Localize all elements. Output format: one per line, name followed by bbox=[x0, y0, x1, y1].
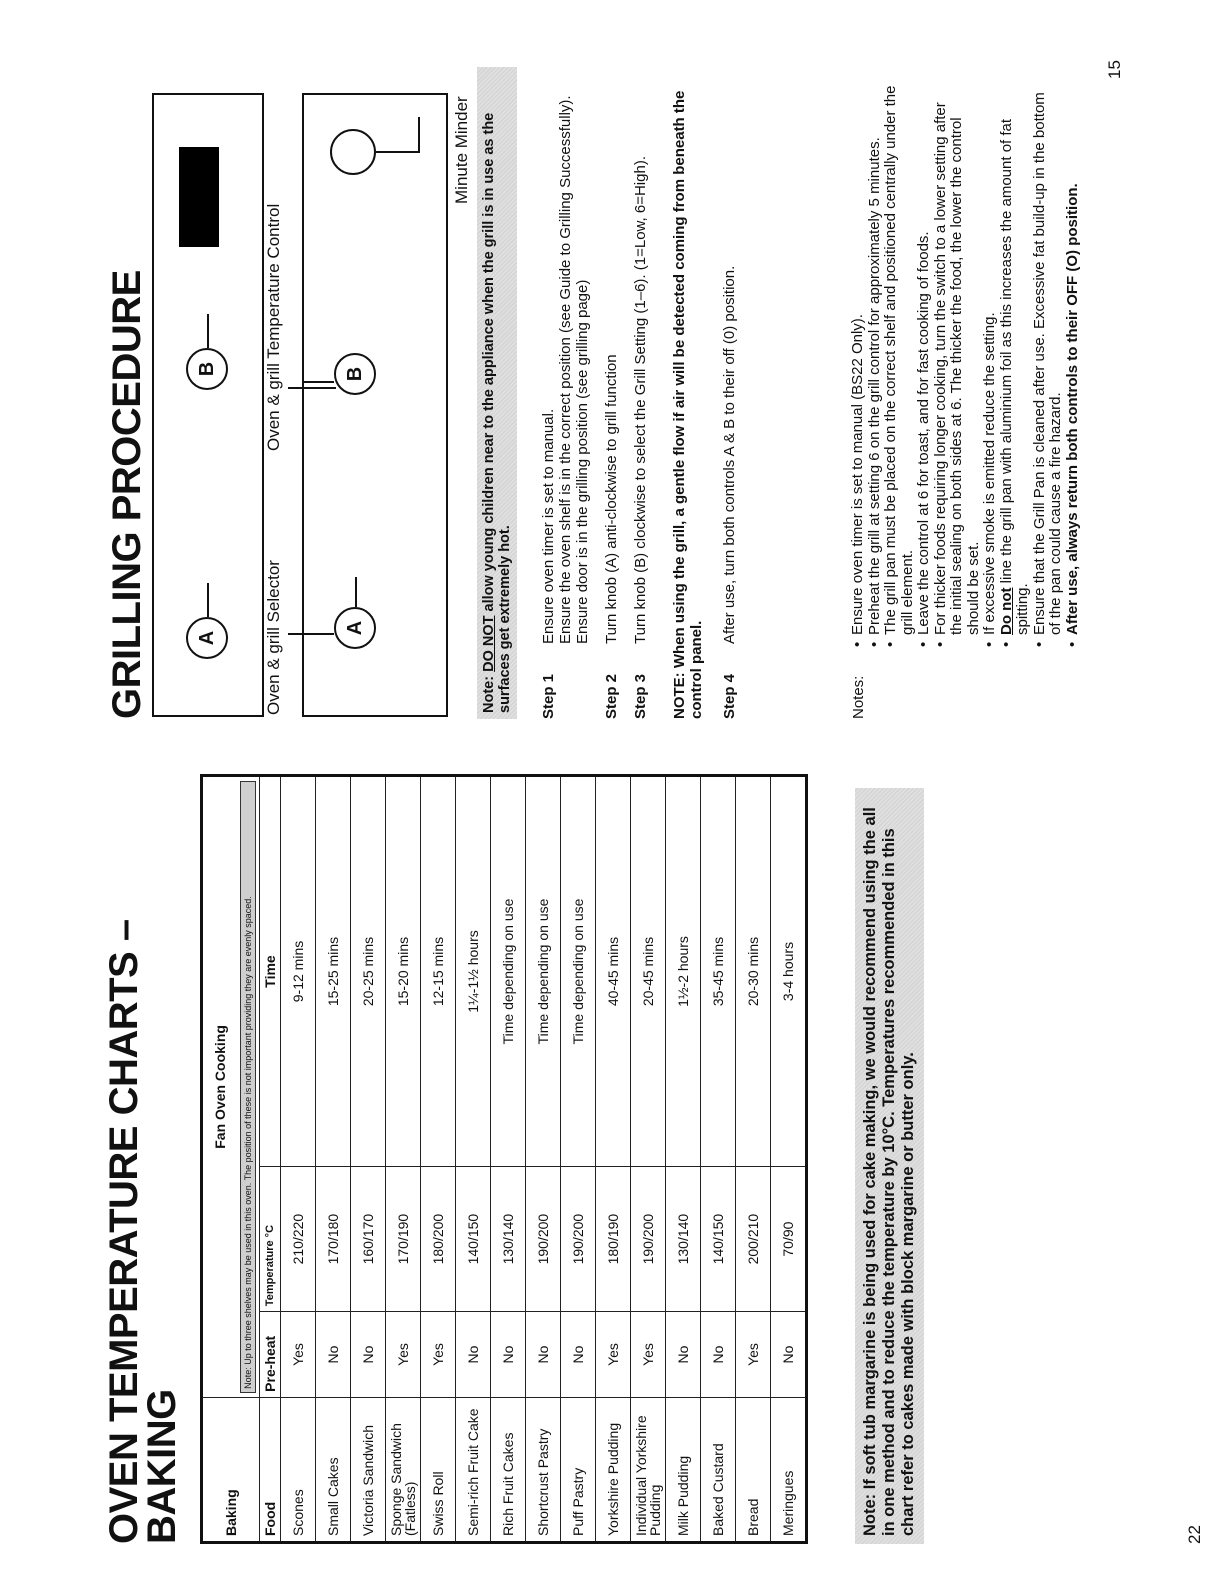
temperature-cell: 190/200 bbox=[561, 1167, 596, 1312]
temperature-cell: 130/140 bbox=[666, 1167, 701, 1312]
leader-a-label bbox=[288, 633, 302, 635]
title-line-1: OVEN TEMPERATURE CHARTS – bbox=[102, 919, 146, 1544]
preheat-cell: No bbox=[526, 1312, 561, 1398]
children-note-prefix: Note: bbox=[481, 671, 497, 713]
time-cell: 35-45 mins bbox=[701, 776, 736, 1167]
table-row bbox=[281, 776, 316, 1543]
step-4 bbox=[721, 79, 738, 719]
note-item: • For thicker foods requiring longer cooking, turn the switch to a lower setting after the initial sealing on both sides at 6. The thicker the food, the lower the control should be set. bbox=[933, 82, 983, 647]
food-cell: Yorkshire Pudding bbox=[596, 1397, 631, 1542]
title-line-2: BAKING bbox=[140, 1389, 184, 1544]
step-2-text: Turn knob (A) anti-clockwise to grill function bbox=[603, 354, 620, 644]
table-row bbox=[701, 776, 736, 1543]
temperature-cell: 180/190 bbox=[596, 1167, 631, 1312]
time-cell: Time depending on use bbox=[561, 776, 596, 1167]
leader-a-bottom bbox=[304, 633, 334, 635]
temperature-cell: 210/220 bbox=[281, 1167, 316, 1312]
temperature-cell: 160/170 bbox=[351, 1167, 386, 1312]
baking-table bbox=[200, 774, 808, 1544]
leader-minder bbox=[376, 151, 420, 153]
food-cell: Victoria Sandwich bbox=[351, 1397, 386, 1542]
food-cell: Small Cakes bbox=[316, 1397, 351, 1542]
time-cell: 20-45 mins bbox=[631, 776, 666, 1167]
time-cell: 9-12 mins bbox=[281, 776, 316, 1167]
top-panel-box bbox=[152, 93, 264, 717]
note-foil-bold: Do not bbox=[997, 587, 1015, 635]
table-row bbox=[421, 776, 456, 1543]
baking-header: Baking bbox=[202, 1397, 260, 1542]
children-note-rest: allow young children near to the appliance when the grill is in use as the surfaces get extremely hot. bbox=[481, 112, 513, 713]
fan-oven-header: Fan Oven Cooking bbox=[202, 776, 238, 1398]
preheat-cell: No bbox=[701, 1312, 736, 1398]
table-row bbox=[561, 776, 596, 1543]
note-item: • The grill pan must be placed on the correct shelf and positioned centrally under the grill element. bbox=[883, 82, 916, 647]
food-cell: Scones bbox=[281, 1397, 316, 1542]
preheat-cell: Yes bbox=[386, 1312, 421, 1398]
time-cell: 15-25 mins bbox=[316, 776, 351, 1167]
right-page-title: GRILLING PROCEDURE bbox=[105, 270, 149, 719]
table-row bbox=[316, 776, 351, 1543]
temperature-cell: 170/180 bbox=[316, 1167, 351, 1312]
preheat-cell: No bbox=[771, 1312, 807, 1398]
preheat-cell: Yes bbox=[421, 1312, 456, 1398]
preheat-cell: No bbox=[491, 1312, 526, 1398]
food-cell: Puff Pastry bbox=[561, 1397, 596, 1542]
food-cell: Shortcrust Pastry bbox=[526, 1397, 561, 1542]
knob-a-top: A bbox=[186, 617, 228, 659]
shelf-note: Note: Up to three shelves may be used in this oven. The position of these is not important providing they are evenly spaced. bbox=[240, 781, 256, 1393]
time-cell: 15-20 mins bbox=[386, 776, 421, 1167]
table-row bbox=[771, 776, 807, 1543]
temperature-cell: 200/210 bbox=[736, 1167, 771, 1312]
food-cell: Milk Pudding bbox=[666, 1397, 701, 1542]
note-item-foil bbox=[999, 82, 1032, 647]
children-warning-note bbox=[477, 67, 517, 719]
step-3-label: Step 3 bbox=[632, 673, 649, 719]
food-cell: Meringues bbox=[771, 1397, 807, 1542]
food-cell: Bread bbox=[736, 1397, 771, 1542]
col-preheat-header: Pre-heat bbox=[260, 1312, 281, 1398]
leader-a-top bbox=[207, 583, 209, 617]
step-2-label: Step 2 bbox=[603, 673, 620, 719]
leader-minder-h bbox=[418, 117, 420, 153]
step-1-line-1: Ensure oven timer is set to manual. bbox=[540, 408, 557, 644]
col-time-header: Time bbox=[260, 776, 281, 1167]
step-1-line-3: Ensure door is in the grilling position (see grilling page) bbox=[574, 279, 591, 644]
note-item: • Ensure oven timer is set to manual (BS22 Only). bbox=[850, 82, 867, 647]
time-cell: 12-15 mins bbox=[421, 776, 456, 1167]
bottom-panel-box bbox=[302, 93, 448, 717]
preheat-cell: Yes bbox=[631, 1312, 666, 1398]
note-after-bold: always return both controls to their OFF (O) position. bbox=[1063, 183, 1081, 562]
temperature-cell: 70/90 bbox=[771, 1167, 807, 1312]
note-item-after-use bbox=[1065, 82, 1082, 647]
temperature-cell: 190/200 bbox=[631, 1167, 666, 1312]
notes-label: Notes: bbox=[850, 675, 867, 719]
preheat-cell: No bbox=[456, 1312, 491, 1398]
preheat-cell: Yes bbox=[281, 1312, 316, 1398]
table-row bbox=[666, 776, 701, 1543]
knob-b-bottom: B bbox=[334, 353, 376, 395]
knob-b-top: B bbox=[186, 348, 228, 390]
leader-b-top bbox=[207, 314, 209, 348]
step-2 bbox=[603, 79, 620, 719]
note-item: • Leave the control at 6 for toast, and for fast cooking of foods. bbox=[916, 82, 933, 647]
step-1-label: Step 1 bbox=[540, 673, 557, 719]
time-cell: 20-30 mins bbox=[736, 776, 771, 1167]
time-cell: 40-45 mins bbox=[596, 776, 631, 1167]
label-temperature-control: Oven & grill Temperature Control bbox=[264, 203, 283, 451]
minute-minder-knob bbox=[330, 129, 376, 175]
temperature-cell: 130/140 bbox=[491, 1167, 526, 1312]
col-temp-header: Temperature °C bbox=[260, 1167, 281, 1312]
temperature-cell: 140/150 bbox=[701, 1167, 736, 1312]
steps-section bbox=[540, 79, 738, 719]
table-row bbox=[596, 776, 631, 1543]
baking-table-body bbox=[281, 776, 807, 1543]
notes-section bbox=[850, 79, 1081, 719]
food-cell: Sponge Sandwich (Fatless) bbox=[386, 1397, 421, 1542]
preheat-cell: No bbox=[666, 1312, 701, 1398]
note-item: • If excessive smoke is emitted reduce the setting. bbox=[982, 82, 999, 647]
children-note-do-not: DO NOT bbox=[481, 615, 497, 672]
preheat-cell: No bbox=[316, 1312, 351, 1398]
right-page-number: 15 bbox=[1105, 60, 1124, 79]
preheat-cell: No bbox=[351, 1312, 386, 1398]
notes-list bbox=[850, 82, 1081, 647]
time-cell: 20-25 mins bbox=[351, 776, 386, 1167]
leader-a-bottom-h bbox=[355, 577, 357, 607]
food-cell: Individual Yorkshire Pudding bbox=[631, 1397, 666, 1542]
temperature-cell: 180/200 bbox=[421, 1167, 456, 1312]
temperature-cell: 190/200 bbox=[526, 1167, 561, 1312]
margarine-note: Note: If soft tub margarine is being used for cake making, we would recommend using the all in one method and to reduce the temperature by 10°C. Temperatures recommended in this chart refer to cakes made with block margarine or butter only. bbox=[855, 788, 924, 1544]
table-row bbox=[456, 776, 491, 1543]
time-cell: Time depending on use bbox=[491, 776, 526, 1167]
note-item: • Preheat the grill at setting 6 on the grill control for approximately 5 minutes. bbox=[867, 82, 884, 647]
step-1-line-2: Ensure the oven shelf is in the correct position (see Guide to Grilling Successfully). bbox=[557, 95, 574, 644]
temperature-cell: 170/190 bbox=[386, 1167, 421, 1312]
control-panel-diagram bbox=[150, 99, 450, 719]
food-cell: Baked Custard bbox=[701, 1397, 736, 1542]
time-cell: 1¼-1½ hours bbox=[456, 776, 491, 1167]
preheat-cell: Yes bbox=[596, 1312, 631, 1398]
display-window bbox=[179, 147, 219, 247]
table-row bbox=[631, 776, 666, 1543]
step-3 bbox=[632, 79, 649, 719]
table-row bbox=[351, 776, 386, 1543]
food-cell: Semi-rich Fruit Cake bbox=[456, 1397, 491, 1542]
step-1 bbox=[540, 79, 591, 719]
step-3-text: Turn knob (B) clockwise to select the Grill Setting (1–6). (1=Low, 6=High). bbox=[632, 156, 649, 644]
food-cell: Swiss Roll bbox=[421, 1397, 456, 1542]
note-item: • Ensure that the Grill Pan is cleaned after use. Excessive fat build-up in the bottom of the pan could cause a fire hazard. bbox=[1032, 82, 1065, 647]
time-cell: 3-4 hours bbox=[771, 776, 807, 1167]
leader-b-bottom bbox=[304, 381, 334, 383]
time-cell: 1½-2 hours bbox=[666, 776, 701, 1167]
table-row bbox=[491, 776, 526, 1543]
flow-note: NOTE: When using the grill, a gentle flow if air will be detected coming from beneath the control panel. bbox=[671, 90, 705, 719]
temperature-cell: 140/150 bbox=[456, 1167, 491, 1312]
note-after-prefix: After use, bbox=[1063, 561, 1081, 635]
knob-a-bottom: A bbox=[334, 607, 376, 649]
note-foil-rest: line the grill pan with aluminium foil as this increases the amount of fat spitting. bbox=[997, 118, 1031, 635]
step-4-label: Step 4 bbox=[721, 673, 738, 719]
preheat-cell: No bbox=[561, 1312, 596, 1398]
table-row bbox=[386, 776, 421, 1543]
step-4-text: After use, turn both controls A & B to their off (0) position. bbox=[721, 265, 738, 644]
food-cell: Rich Fruit Cakes bbox=[491, 1397, 526, 1542]
table-row bbox=[526, 776, 561, 1543]
left-page-title bbox=[102, 919, 184, 1544]
col-food-header: Food bbox=[260, 1397, 281, 1542]
time-cell: Time depending on use bbox=[526, 776, 561, 1167]
label-oven-grill-selector: Oven & grill Selector bbox=[264, 560, 283, 715]
table-row bbox=[736, 776, 771, 1543]
preheat-cell: Yes bbox=[736, 1312, 771, 1398]
label-minute-minder: Minute Minder bbox=[452, 96, 471, 204]
left-page-number: 22 bbox=[1185, 1525, 1204, 1544]
